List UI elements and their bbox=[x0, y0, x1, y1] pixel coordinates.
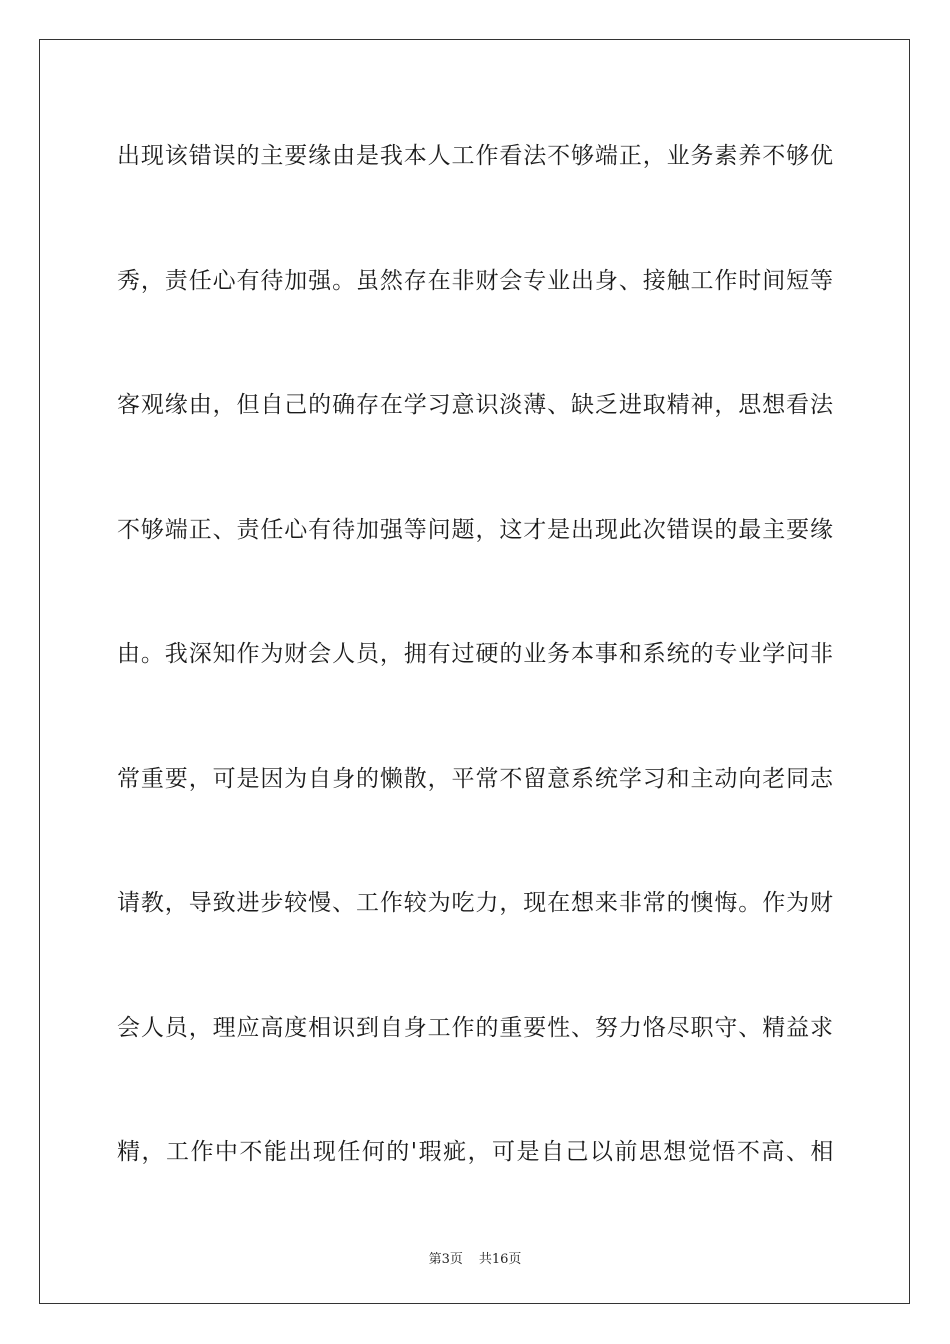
text-line: 秀，责任心有待加强。虽然存在非财会专业出身、接触工作时间短等 bbox=[117, 267, 834, 294]
text-line: 不够端正、责任心有待加强等问题，这才是出现此次错误的最主要缘 bbox=[117, 516, 834, 543]
text-line: 出现该错误的主要缘由是我本人工作看法不够端正，业务素养不够优 bbox=[117, 143, 834, 169]
document-body bbox=[117, 125, 833, 1246]
text-line: 常重要，可是因为自身的懒散，平常不留意系统学习和主动向老同志 bbox=[117, 765, 834, 792]
page-number: 第3页 bbox=[428, 1252, 463, 1267]
text-line: 客观缘由，但自己的确存在学习意识淡薄、缺乏进取精神，思想看法 bbox=[117, 392, 834, 418]
text-line: 精，工作中不能出现任何的'瑕疵，可是自己以前思想觉悟不高、相 bbox=[117, 1139, 835, 1165]
text-line: 由。我深知作为财会人员，拥有过硬的业务本事和系统的专业学问非 bbox=[117, 641, 834, 667]
page-total: 共16页 bbox=[478, 1252, 522, 1267]
text-line: 会人员，理应高度相识到自身工作的重要性、努力恪尽职守、精益求 bbox=[117, 1014, 834, 1041]
text-line: 请教，导致进步较慢、工作较为吃力，现在想来非常的懊悔。作为财 bbox=[117, 890, 834, 916]
page-footer bbox=[0, 1248, 950, 1267]
